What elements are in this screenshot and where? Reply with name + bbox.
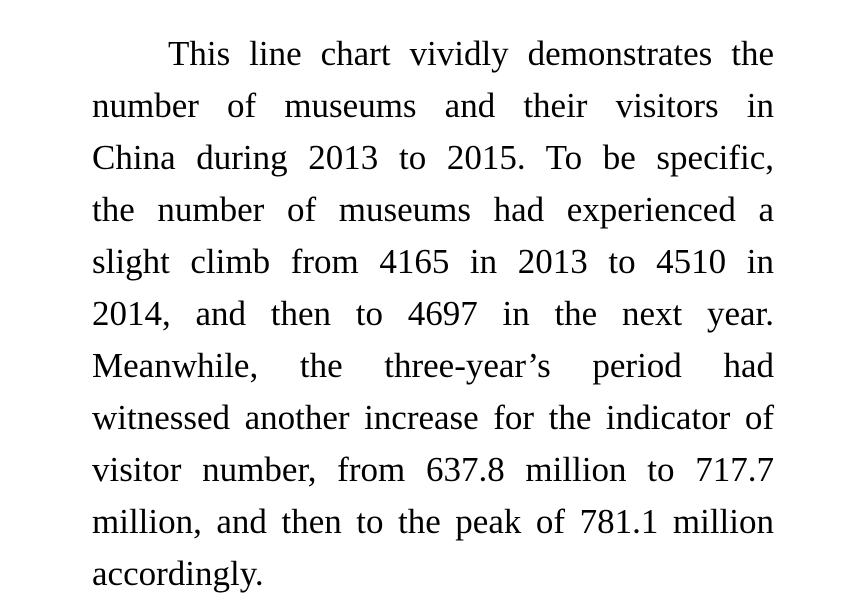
- text-line: witnessed another increase for the indicator of: [92, 398, 774, 437]
- text-line: 2014, and then to 4697 in the next year.: [92, 294, 774, 333]
- text-line: accordingly.: [92, 554, 264, 593]
- text-line: million, and then to the peak of 781.1 million: [92, 502, 774, 541]
- text-line: the number of museums had experienced a: [92, 190, 774, 229]
- text-line: Meanwhile, the three-year’s period had: [92, 346, 774, 385]
- document-page: [92, 28, 774, 600]
- body-paragraph: [92, 28, 774, 600]
- text-line: slight climb from 4165 in 2013 to 4510 in: [92, 242, 774, 281]
- text-line: visitor number, from 637.8 million to 717.7: [92, 450, 774, 489]
- text-line: number of museums and their visitors in: [92, 86, 774, 125]
- text-line: This line chart vividly demonstrates the: [168, 34, 774, 73]
- text-line: China during 2013 to 2015. To be specific,: [92, 138, 774, 177]
